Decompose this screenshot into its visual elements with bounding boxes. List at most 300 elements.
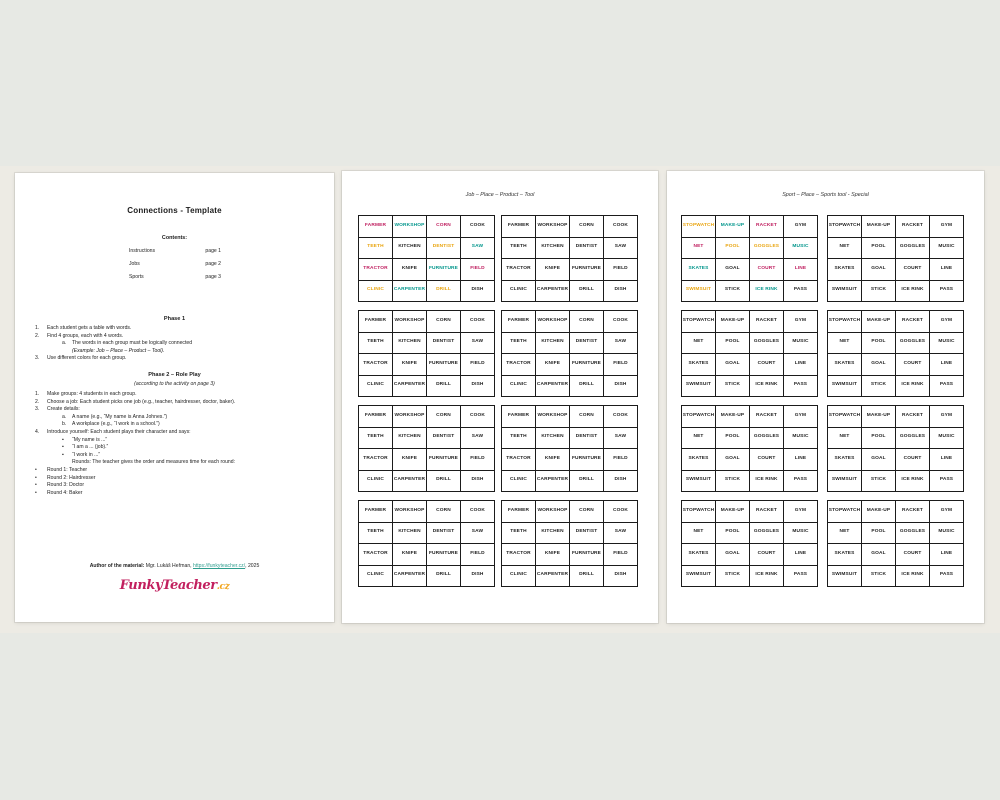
page-3-sports <box>667 171 984 623</box>
word-card: MUSIC <box>784 523 817 544</box>
contents-label: Instructions <box>129 248 156 254</box>
word-card: RACKET <box>750 406 783 427</box>
word-card: ICE RINK <box>896 376 929 397</box>
word-card: DENTIST <box>427 523 460 544</box>
word-card: STOPWATCH <box>828 406 861 427</box>
word-card: FIELD <box>604 259 637 280</box>
word-card: GOAL <box>862 354 895 375</box>
word-card: FURNITURE <box>427 544 460 565</box>
word-card: TEETH <box>502 428 535 449</box>
list-marker: a. <box>62 340 67 347</box>
word-card: FURNITURE <box>427 449 460 470</box>
word-card: KITCHEN <box>393 238 426 259</box>
word-card: GOGGLES <box>896 428 929 449</box>
word-card: TRACTOR <box>502 354 535 375</box>
word-card: DISH <box>461 471 494 492</box>
word-card: MAKE-UP <box>716 311 749 332</box>
word-card: KITCHEN <box>393 333 426 354</box>
funkyteacher-link[interactable]: https://funkyteacher.cz/ <box>193 563 246 569</box>
word-card: CARPENTER <box>536 376 569 397</box>
word-card: KNIFE <box>393 259 426 280</box>
word-card: PASS <box>930 566 963 587</box>
word-card: KNIFE <box>393 544 426 565</box>
word-card: DISH <box>461 376 494 397</box>
instruction-text: “I work in ...” <box>72 451 101 458</box>
word-card: TEETH <box>502 523 535 544</box>
word-card: COURT <box>750 259 783 280</box>
jobs-sheet-title: Job – Place – Product – Tool <box>465 192 535 198</box>
word-card: CLINIC <box>359 281 392 302</box>
contents-row <box>129 273 221 286</box>
list-marker: 1. <box>35 391 40 397</box>
word-card: FIELD <box>461 544 494 565</box>
instruction-line <box>15 348 334 356</box>
word-card: CLINIC <box>359 566 392 587</box>
word-card: FIELD <box>604 354 637 375</box>
word-card: MUSIC <box>784 333 817 354</box>
word-card: GYM <box>784 501 817 522</box>
instruction-text: (Example: Job – Place – Product – Tool). <box>72 347 165 354</box>
word-card: SAW <box>604 238 637 259</box>
word-card: CARPENTER <box>536 281 569 302</box>
word-card: ICE RINK <box>750 471 783 492</box>
list-marker <box>62 348 72 356</box>
word-card-grid-colored <box>681 215 818 302</box>
word-card-grid <box>358 310 495 397</box>
word-card: DENTIST <box>427 333 460 354</box>
word-card: MUSIC <box>784 428 817 449</box>
word-card-grid <box>681 405 818 492</box>
word-card: STOPWATCH <box>682 311 715 332</box>
word-card: DENTIST <box>427 428 460 449</box>
word-card: CARPENTER <box>536 566 569 587</box>
list-marker: 2. <box>35 398 40 405</box>
word-card: CORN <box>570 311 603 332</box>
word-card: KNIFE <box>393 354 426 375</box>
word-card: COURT <box>750 544 783 565</box>
word-card: CORN <box>570 501 603 522</box>
word-card: NET <box>682 523 715 544</box>
word-card: FURNITURE <box>427 354 460 375</box>
word-card: TRACTOR <box>359 354 392 375</box>
word-card: COOK <box>604 501 637 522</box>
instruction-line <box>15 355 334 363</box>
word-card: STOPWATCH <box>682 406 715 427</box>
word-card: TEETH <box>359 523 392 544</box>
word-card: SAW <box>461 333 494 354</box>
author-name: Mgr. Lukáš Heřman, <box>144 563 194 569</box>
word-card: DENTIST <box>570 238 603 259</box>
word-card: CORN <box>427 501 460 522</box>
word-card: NET <box>828 523 861 544</box>
word-card: SKATES <box>828 544 861 565</box>
word-card: SWIMSUIT <box>682 471 715 492</box>
logo-funky-text: Funky <box>119 578 163 593</box>
word-card: RACKET <box>896 216 929 237</box>
word-card: MAKE-UP <box>862 216 895 237</box>
word-card: CORN <box>427 406 460 427</box>
instruction-text: Make groups: 4 students in each group. <box>47 391 137 397</box>
word-card: ICE RINK <box>750 566 783 587</box>
logo-cz-text: .cz <box>216 582 230 592</box>
word-card: CARPENTER <box>536 471 569 492</box>
word-card: PASS <box>784 376 817 397</box>
word-card: LINE <box>784 544 817 565</box>
word-card: MUSIC <box>930 333 963 354</box>
word-card: COOK <box>461 501 494 522</box>
word-card: FIELD <box>461 449 494 470</box>
instruction-line <box>15 467 334 475</box>
word-card: SWIMSUIT <box>682 566 715 587</box>
instruction-line <box>15 452 334 460</box>
word-card-grid <box>501 215 638 302</box>
contents-label: Sports <box>129 274 144 280</box>
word-card: ICE RINK <box>750 281 783 302</box>
word-card: WORKSHOP <box>536 216 569 237</box>
word-card: MAKE-UP <box>716 216 749 237</box>
word-card: KNIFE <box>393 449 426 470</box>
word-card: DRILL <box>427 566 460 587</box>
word-card: FARMER <box>502 216 535 237</box>
word-card: SAW <box>461 428 494 449</box>
word-card: DRILL <box>570 566 603 587</box>
phase1-heading: Phase 1 <box>163 316 186 322</box>
instruction-line <box>15 444 334 452</box>
word-card: DRILL <box>427 471 460 492</box>
phase2-instructions <box>15 391 334 497</box>
instruction-line <box>15 459 334 467</box>
word-card: SKATES <box>682 544 715 565</box>
word-card: ICE RINK <box>896 471 929 492</box>
word-card: SKATES <box>682 259 715 280</box>
word-card: ICE RINK <box>896 281 929 302</box>
word-card-grid <box>827 405 964 492</box>
instruction-text: A workplace (e.g., “I work in a school.”) <box>72 421 160 428</box>
word-card-grid <box>827 500 964 587</box>
word-card: GYM <box>930 406 963 427</box>
word-card: KITCHEN <box>393 428 426 449</box>
word-card: KITCHEN <box>536 333 569 354</box>
word-card: CLINIC <box>502 281 535 302</box>
word-card-grid <box>501 405 638 492</box>
word-card: NET <box>682 238 715 259</box>
word-card: STOPWATCH <box>682 216 715 237</box>
list-marker: ▪ <box>62 451 64 458</box>
word-card: GYM <box>930 216 963 237</box>
word-card: LINE <box>784 449 817 470</box>
phase1-instructions <box>15 325 334 363</box>
word-card: WORKSHOP <box>536 311 569 332</box>
word-card: GOAL <box>862 544 895 565</box>
sports-sheet-title: Sport – Place – Sports tool - Special <box>782 192 869 198</box>
word-card: TEETH <box>359 333 392 354</box>
word-card: ICE RINK <box>896 566 929 587</box>
phase2-subheading: (according to the activity on page 3) <box>134 381 215 387</box>
word-card: MAKE-UP <box>716 406 749 427</box>
word-card: PASS <box>784 281 817 302</box>
phase2-heading: Phase 2 – Role Play <box>148 372 201 378</box>
word-card: GOGGLES <box>750 333 783 354</box>
word-card: FURNITURE <box>570 544 603 565</box>
word-card: KITCHEN <box>536 523 569 544</box>
word-card-grid <box>681 310 818 397</box>
instruction-text: Choose a job: Each student picks one job (e.g., teacher, hairdresser, doctor, baker). <box>47 398 236 405</box>
contents-page-number: page 1 <box>205 248 221 254</box>
word-card: SWIMSUIT <box>828 281 861 302</box>
word-card: LINE <box>930 354 963 375</box>
instruction-line <box>15 421 334 429</box>
instruction-text: A name (e.g., “My name is Anna Johnes.”) <box>72 413 168 420</box>
word-card: FIELD <box>604 544 637 565</box>
contents-page-number: page 2 <box>205 261 221 267</box>
word-card: CLINIC <box>359 376 392 397</box>
word-card: POOL <box>862 238 895 259</box>
contents-row <box>129 247 221 260</box>
word-card-grid-colored <box>358 215 495 302</box>
word-card: MAKE-UP <box>862 311 895 332</box>
word-card: STICK <box>716 566 749 587</box>
word-card: PASS <box>930 376 963 397</box>
word-card: KITCHEN <box>393 523 426 544</box>
word-card: GOAL <box>716 354 749 375</box>
word-card: MUSIC <box>930 523 963 544</box>
word-card: DRILL <box>570 281 603 302</box>
word-card: SKATES <box>828 354 861 375</box>
word-card: KNIFE <box>536 354 569 375</box>
instruction-text: “My name is ...” <box>72 436 108 443</box>
funkyteacher-logo <box>15 578 334 593</box>
word-card: WORKSHOP <box>393 406 426 427</box>
word-card: RACKET <box>896 501 929 522</box>
word-card: COOK <box>461 311 494 332</box>
word-card: TRACTOR <box>359 449 392 470</box>
list-marker: ▪ <box>62 444 64 451</box>
word-card: GYM <box>784 311 817 332</box>
word-card: GOGGLES <box>896 238 929 259</box>
word-card: CARPENTER <box>393 566 426 587</box>
instruction-text: Round 4: Baker <box>47 489 83 496</box>
word-card: POOL <box>716 238 749 259</box>
word-card: STOPWATCH <box>682 501 715 522</box>
word-card: POOL <box>862 523 895 544</box>
sports-grids <box>681 215 964 587</box>
word-card: GYM <box>930 311 963 332</box>
word-card: WORKSHOP <box>393 311 426 332</box>
word-card-grid <box>827 310 964 397</box>
word-card: TEETH <box>359 238 392 259</box>
word-card: COURT <box>750 449 783 470</box>
page-title: Connections - Template <box>127 206 222 215</box>
instruction-text: Rounds: The teacher gives the order and measures time for each round: <box>72 459 235 466</box>
list-marker: 2. <box>35 332 40 339</box>
list-marker: • <box>35 489 37 496</box>
word-card: CORN <box>570 216 603 237</box>
word-card: SWIMSUIT <box>828 566 861 587</box>
list-marker: • <box>35 474 37 481</box>
word-card: FARMER <box>359 216 392 237</box>
instruction-line <box>15 475 334 483</box>
word-card: SAW <box>461 238 494 259</box>
word-card: TRACTOR <box>359 259 392 280</box>
word-card: STICK <box>716 471 749 492</box>
word-card: DRILL <box>570 471 603 492</box>
instruction-text: Each student gets a table with words. <box>47 325 132 331</box>
jobs-grids <box>358 215 638 587</box>
word-card: CORN <box>427 311 460 332</box>
word-card: FARMER <box>359 406 392 427</box>
instruction-text: Find 4 groups, each with 4 words. <box>47 332 124 339</box>
word-card: STICK <box>716 281 749 302</box>
word-card-grid <box>358 500 495 587</box>
word-card: COURT <box>896 354 929 375</box>
word-card: TRACTOR <box>502 544 535 565</box>
word-card: PASS <box>784 471 817 492</box>
word-card: DENTIST <box>570 523 603 544</box>
word-card: POOL <box>716 523 749 544</box>
word-card-grid <box>681 500 818 587</box>
word-card: DRILL <box>427 281 460 302</box>
list-marker: • <box>35 466 37 473</box>
author-year: , 2025 <box>245 563 260 569</box>
word-card: DISH <box>604 471 637 492</box>
word-card: COOK <box>604 311 637 332</box>
word-card: NET <box>828 238 861 259</box>
word-card: POOL <box>862 428 895 449</box>
word-card: MAKE-UP <box>862 501 895 522</box>
word-card-grid <box>827 215 964 302</box>
word-card: LINE <box>930 259 963 280</box>
list-marker: 3. <box>35 406 40 413</box>
word-card: DISH <box>604 281 637 302</box>
word-card-grid <box>358 405 495 492</box>
word-card: STICK <box>716 376 749 397</box>
word-card: FARMER <box>502 406 535 427</box>
page-2-jobs <box>342 171 658 623</box>
instruction-line <box>15 482 334 490</box>
word-card: SWIMSUIT <box>828 471 861 492</box>
word-card: CARPENTER <box>393 471 426 492</box>
word-card: GOGGLES <box>896 333 929 354</box>
instruction-text: “I am a ... (job).” <box>72 444 109 451</box>
instruction-line <box>15 325 334 333</box>
word-card: SWIMSUIT <box>682 376 715 397</box>
contents-page-number: page 3 <box>205 274 221 280</box>
word-card: NET <box>682 333 715 354</box>
word-card: PASS <box>930 281 963 302</box>
word-card: FIELD <box>461 259 494 280</box>
list-marker: a. <box>62 413 67 420</box>
word-card: CLINIC <box>359 471 392 492</box>
author-line <box>15 563 334 569</box>
word-card: GYM <box>784 216 817 237</box>
word-card: LINE <box>784 354 817 375</box>
instruction-line <box>15 340 334 348</box>
word-card: DRILL <box>570 376 603 397</box>
word-card: CLINIC <box>502 376 535 397</box>
instruction-line <box>15 333 334 341</box>
word-card: RACKET <box>896 311 929 332</box>
word-card: FIELD <box>604 449 637 470</box>
word-card: TRACTOR <box>502 259 535 280</box>
word-card: MUSIC <box>930 238 963 259</box>
word-card: FARMER <box>502 311 535 332</box>
contents-list <box>129 247 221 286</box>
instruction-line <box>15 399 334 407</box>
word-card: NET <box>828 428 861 449</box>
word-card: SAW <box>604 333 637 354</box>
instruction-text: Use different colors for each group. <box>47 355 127 362</box>
word-card: WORKSHOP <box>536 406 569 427</box>
word-card: DISH <box>461 566 494 587</box>
word-card: CLINIC <box>502 471 535 492</box>
word-card: STICK <box>862 566 895 587</box>
contents-label: Jobs <box>129 261 140 267</box>
word-card: GOGGLES <box>896 523 929 544</box>
word-card: GOGGLES <box>750 428 783 449</box>
instruction-line <box>15 490 334 498</box>
word-card: LINE <box>784 259 817 280</box>
logo-teacher-text: Teacher <box>162 578 217 593</box>
word-card: GOAL <box>716 544 749 565</box>
word-card: FURNITURE <box>570 259 603 280</box>
word-card: LINE <box>930 449 963 470</box>
word-card: KITCHEN <box>536 428 569 449</box>
instruction-text: Introduce yourself: Each student plays their character and says: <box>47 428 191 435</box>
word-card-grid <box>501 310 638 397</box>
word-card: GOAL <box>716 449 749 470</box>
word-card: GOAL <box>716 259 749 280</box>
word-card: SAW <box>604 523 637 544</box>
word-card: NET <box>828 333 861 354</box>
word-card: KNIFE <box>536 449 569 470</box>
word-card: TEETH <box>359 428 392 449</box>
word-card: KITCHEN <box>536 238 569 259</box>
instruction-line <box>15 391 334 399</box>
list-marker: • <box>35 482 37 489</box>
word-card: DISH <box>604 566 637 587</box>
word-card: GOGGLES <box>750 238 783 259</box>
word-card: COURT <box>750 354 783 375</box>
word-card: WORKSHOP <box>536 501 569 522</box>
word-card: SKATES <box>828 259 861 280</box>
word-card: SKATES <box>682 449 715 470</box>
word-card: KNIFE <box>536 544 569 565</box>
word-card: STOPWATCH <box>828 311 861 332</box>
word-card: WORKSHOP <box>393 216 426 237</box>
word-card: LINE <box>930 544 963 565</box>
page-1-instructions <box>15 173 334 622</box>
word-card: ICE RINK <box>750 376 783 397</box>
word-card: GYM <box>784 406 817 427</box>
word-card: SKATES <box>828 449 861 470</box>
word-card: FARMER <box>502 501 535 522</box>
word-card: PASS <box>784 566 817 587</box>
list-marker <box>62 459 72 467</box>
word-card: STOPWATCH <box>828 501 861 522</box>
word-card: COOK <box>461 406 494 427</box>
author-label: Author of the material: <box>89 563 145 569</box>
instruction-text: Round 1: Teacher <box>47 466 88 473</box>
word-card: SWIMSUIT <box>828 376 861 397</box>
word-card: FARMER <box>359 311 392 332</box>
word-card: TEETH <box>502 333 535 354</box>
word-card: PASS <box>930 471 963 492</box>
list-marker: b. <box>62 421 67 428</box>
contents-heading: Contents: <box>161 235 188 241</box>
word-card: NET <box>682 428 715 449</box>
word-card: COURT <box>896 259 929 280</box>
word-card: SAW <box>461 523 494 544</box>
